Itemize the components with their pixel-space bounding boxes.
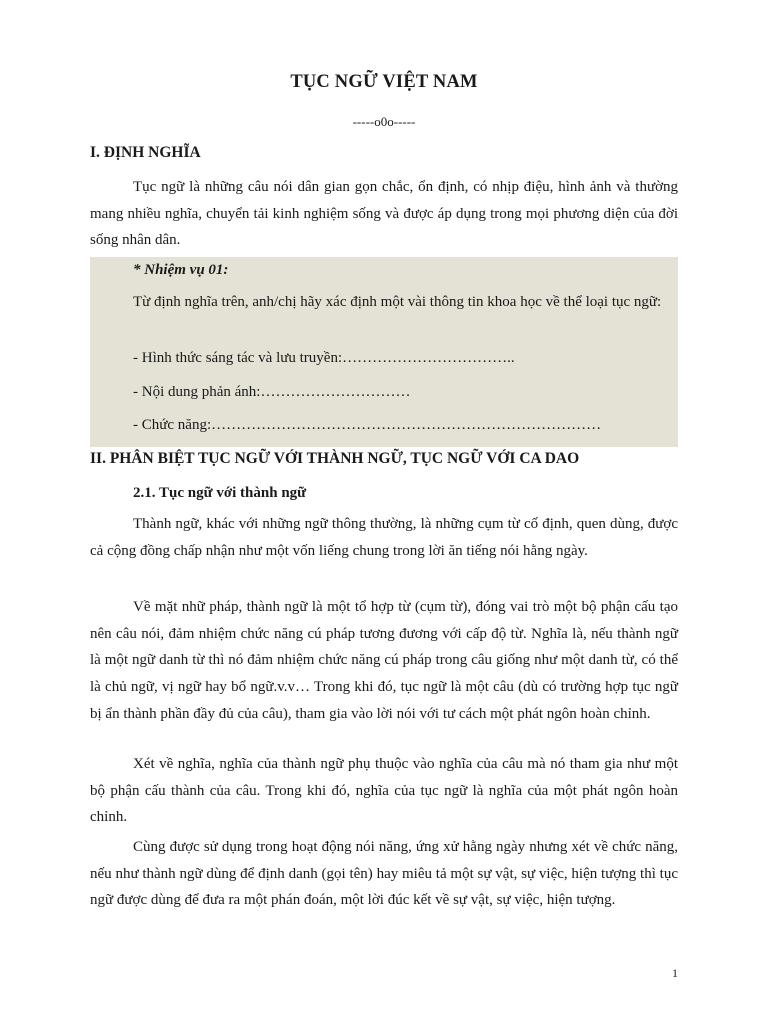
section-1-heading: I. ĐỊNH NGHĨA (90, 144, 201, 161)
grammar-paragraph: Về mặt nhữ pháp, thành ngữ là một tổ hợp từ (cụm từ), đóng vai trò một bộ phận cấu tạo nên câu nói, đảm nhiệm chức năng cú pháp tương đương với cấp độ từ. Nghĩa là, nếu thành ngữ là một ngữ danh từ thì nó đảm nhiệm chức năng cú pháp trong câu giống như một danh từ, có thể là chủ ngữ, vị ngữ hay bổ ngữ.v.v… Trong khi đó, tục ngữ là một câu (dù có trường hợp tục ngữ bị ẩn thành phần đầy đủ của câu), tham gia vào lời nói với tư cách một phát ngôn hoàn chỉnh. (90, 599, 678, 722)
definition-paragraph: Tục ngữ là những câu nói dân gian gọn chắc, ổn định, có nhịp điệu, hình ảnh và thường mang nhiều nghĩa, chuyển tải kinh nghiệm sống và được áp dụng trong mọi phương diện của đời sống nhân dân. (90, 179, 678, 249)
task-line-form: - Hình thức sáng tác và lưu truyền:…………………………….. (133, 350, 515, 366)
meaning-paragraph: Xét về nghĩa, nghĩa của thành ngữ phụ thuộc vào nghĩa của câu mà nó tham gia như một bộ phận cấu thành của câu. Trong khi đó, nghĩa của tục ngữ là nghĩa của một phát ngôn hoàn chỉnh. (90, 756, 678, 826)
section-2-heading: II. PHÂN BIỆT TỤC NGỮ VỚI THÀNH NGỮ, TỤC NGỮ VỚI CA DAO (90, 450, 580, 467)
task-line-function: - Chức năng:…………………………………………………………………… (133, 417, 602, 433)
document-title: TỤC NGỮ VIỆT NAM (290, 72, 478, 92)
title-separator: -----o0o----- (352, 114, 416, 129)
task-title: * Nhiệm vụ 01: (133, 262, 229, 278)
function-paragraph: Cùng được sử dụng trong hoạt động nói năng, ứng xử hằng ngày nhưng xét về chức năng, nếu như thành ngữ dùng để định danh (gọi tên) hay miêu tả một sự vật, sự việc, hiện tượng thì tục ngữ được dùng để đưa ra một phán đoán, một lời đúc kết về sự vật, sự việc, hiện tượng. (90, 839, 678, 909)
task-text: Từ định nghĩa trên, anh/chị hãy xác định một vài thông tin khoa học về thể loại tục ngữ: (133, 294, 662, 310)
idiom-definition-paragraph: Thành ngữ, khác với những ngữ thông thường, là những cụm từ cố định, quen dùng, được cả cộng đồng chấp nhận như một vốn liếng chung trong lời ăn tiếng nói hằng ngày. (90, 516, 678, 559)
subsection-2-1-heading: 2.1. Tục ngữ với thành ngữ (133, 485, 307, 501)
page-number: 1 (672, 966, 678, 980)
task-line-content: - Nội dung phản ánh:………………………… (133, 384, 411, 400)
